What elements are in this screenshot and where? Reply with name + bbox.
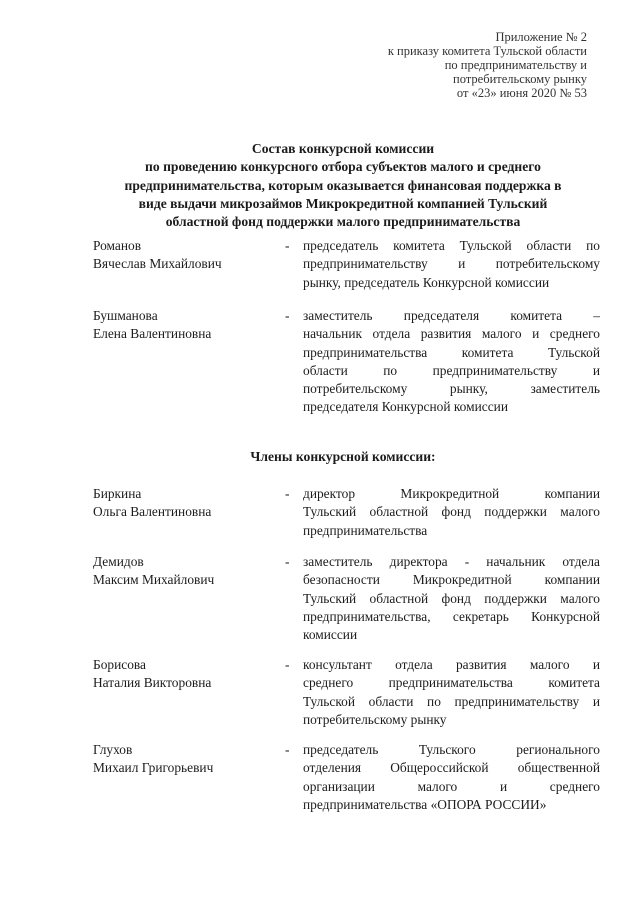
appendix-line: от «23» июня 2020 № 53 <box>456 86 587 100</box>
role-line: рынку, председатель Конкурсной комиссии <box>303 274 550 290</box>
role-line: области по предпринимательству и <box>303 362 600 378</box>
commission-entry <box>93 553 603 673</box>
appendix-line: по предпринимательству и <box>444 58 587 72</box>
role-line: председателя Конкурсной комиссии <box>303 399 508 415</box>
appendix-note <box>287 30 587 100</box>
title-line: областной фонд поддержки малого предпринимательства <box>165 214 521 230</box>
given-names: Вячеслав Михайлович <box>93 256 222 272</box>
person-name <box>93 485 283 522</box>
role-line: предпринимательству и потребительскому <box>303 256 600 272</box>
role-line: потребительскому рынку <box>303 711 447 727</box>
document-title <box>88 140 598 231</box>
role-line: председатель Тульского регионального <box>303 742 600 757</box>
person-name <box>93 741 283 778</box>
role-line: заместитель директора - начальник отдела <box>303 554 600 569</box>
role-description <box>303 237 600 292</box>
role-line: предпринимательства <box>303 522 428 538</box>
given-names: Наталия Викторовна <box>93 675 212 691</box>
title-line: по проведению конкурсного отбора субъектов малого и среднего <box>145 159 541 175</box>
role-description <box>303 553 600 644</box>
dash-separator: - <box>285 742 290 757</box>
given-names: Михаил Григорьевич <box>93 760 214 776</box>
role-description <box>303 485 600 540</box>
person-name <box>93 656 283 693</box>
role-line: среднего предпринимательства комитета <box>303 675 600 691</box>
role-description <box>303 656 600 729</box>
role-line: заместитель председателя комитета – <box>303 308 600 323</box>
commission-entry <box>93 307 603 427</box>
dash-separator: - <box>285 657 290 672</box>
appendix-line: потребительскому рынку <box>453 72 587 86</box>
given-names: Елена Валентиновна <box>93 326 212 342</box>
person-name <box>93 553 283 590</box>
given-names: Максим Михайлович <box>93 572 215 588</box>
surname: Демидов <box>93 554 144 569</box>
role-line: начальник отдела развития малого и среднего <box>303 326 600 342</box>
role-line: председатель комитета Тульской области по <box>303 238 600 253</box>
title-line: виде выдачи микрозаймов Микрокредитной компанией Тульский <box>138 195 548 211</box>
surname: Биркина <box>93 486 142 501</box>
role-line: комиссии <box>303 627 358 643</box>
person-name <box>93 237 283 274</box>
role-line: директор Микрокредитной компании <box>303 486 600 501</box>
role-line: организации малого и среднего <box>303 778 600 794</box>
role-line: консультант отдела развития малого и <box>303 657 600 672</box>
role-line: Тульской области по предпринимательству и <box>303 693 600 709</box>
surname: Романов <box>93 238 142 253</box>
role-line: Тульский областной фонд поддержки малого <box>303 504 600 520</box>
role-line: Тульский областной фонд поддержки малого <box>303 590 600 606</box>
surname: Борисова <box>93 657 146 672</box>
title-line: предпринимательства, которым оказывается финансовая поддержка в <box>124 177 562 193</box>
role-line: потребительскому рынку, заместитель <box>303 381 600 397</box>
role-line: предпринимательства «ОПОРА РОССИИ» <box>303 796 547 812</box>
dash-separator: - <box>285 308 290 323</box>
appendix-line: к приказу комитета Тульской области <box>387 44 587 58</box>
role-line: безопасности Микрокредитной компании <box>303 572 600 588</box>
appendix-line: Приложение № 2 <box>495 30 587 44</box>
surname: Глухов <box>93 742 133 757</box>
role-description <box>303 307 600 417</box>
dash-separator: - <box>285 238 290 253</box>
commission-entry <box>93 741 603 861</box>
person-name <box>93 307 283 344</box>
title-line: Состав конкурсной комиссии <box>251 141 435 156</box>
members-heading: Члены конкурсной комиссии: <box>250 449 436 464</box>
given-names: Ольга Валентиновна <box>93 504 212 520</box>
role-line: предпринимательства, секретарь Конкурсной <box>303 608 600 624</box>
dash-separator: - <box>285 554 290 569</box>
role-line: предпринимательства комитета Тульской <box>303 344 600 360</box>
dash-separator: - <box>285 486 290 501</box>
role-description <box>303 741 600 814</box>
role-line: отделения Общероссийской общественной <box>303 760 600 776</box>
surname: Бушманова <box>93 308 158 323</box>
